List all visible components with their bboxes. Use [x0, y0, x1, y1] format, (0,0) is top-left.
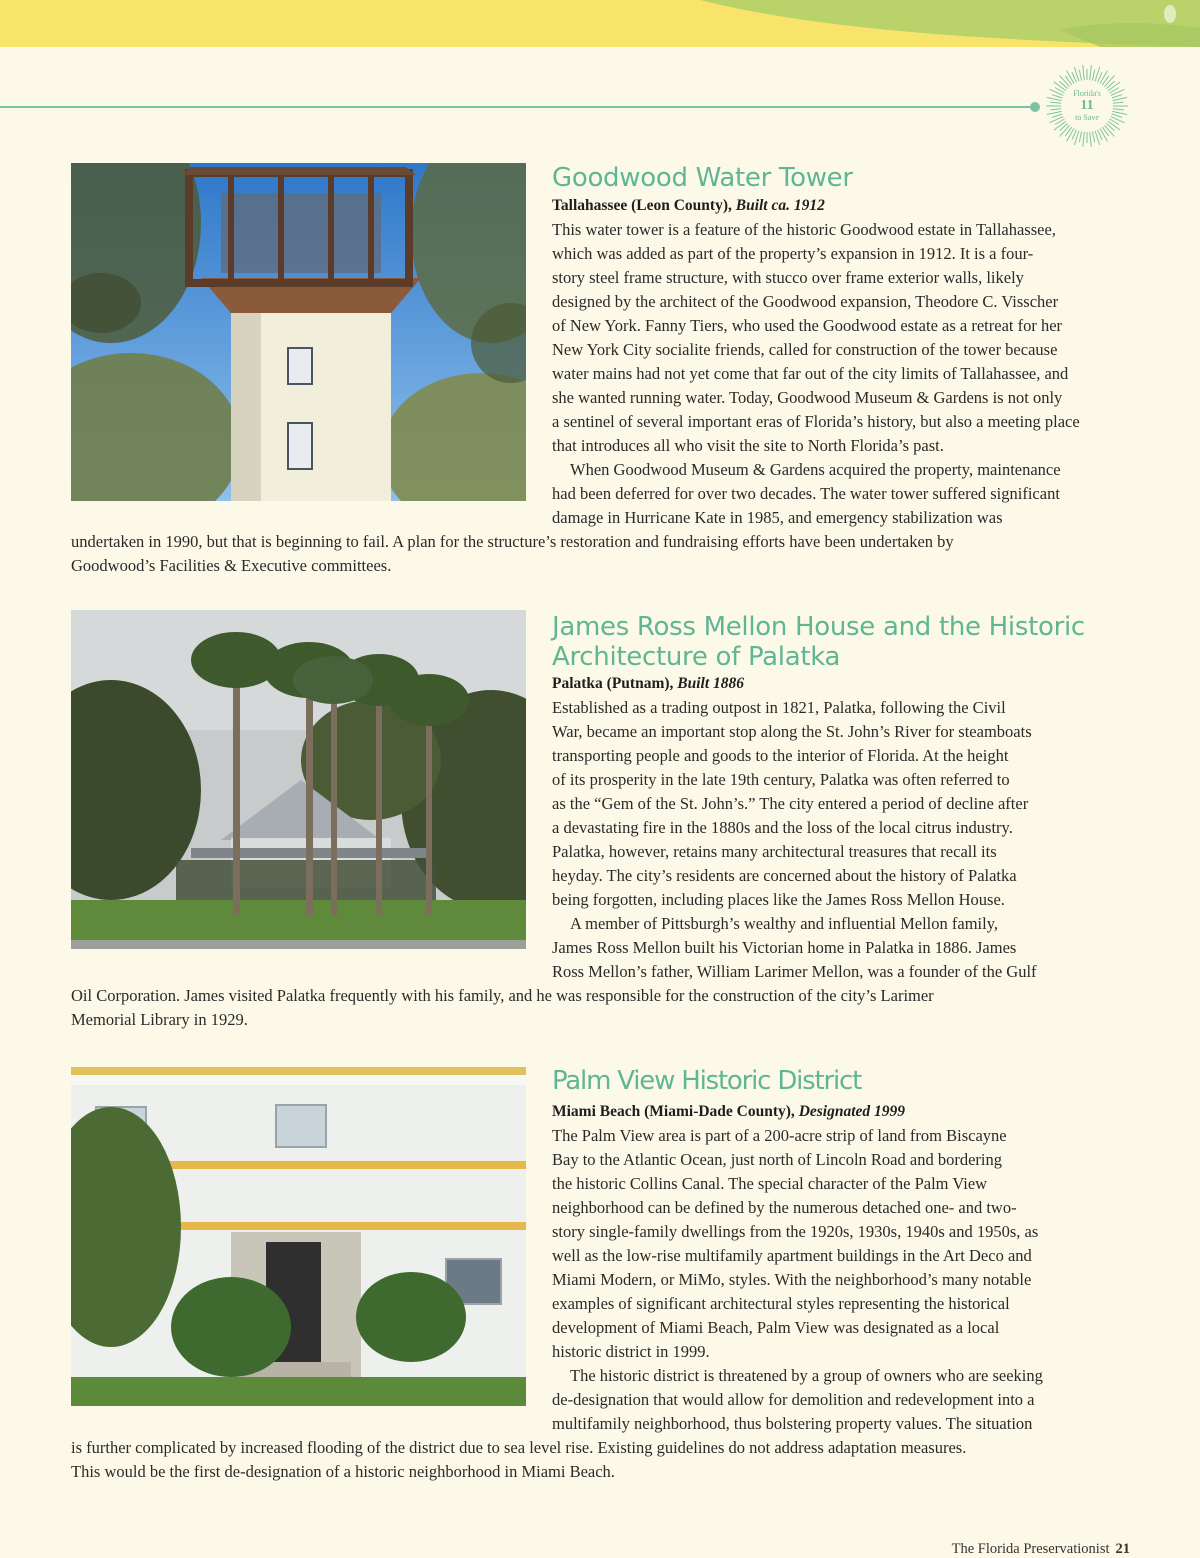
body-line: multifamily neighborhood, thus bolstering property values. The situation [552, 1414, 1033, 1433]
date-text: Built ca. 1912 [735, 197, 825, 214]
body-line: de-designation that would allow for demolition and redevelopment into a [552, 1390, 1035, 1409]
page-number: 21 [1115, 1541, 1130, 1557]
body-line: The Palm View area is part of a 200-acre strip of land from Biscayne [552, 1126, 1007, 1145]
body-line: Palatka, however, retains many architectural treasures that recall its [552, 842, 997, 861]
section-body-goodwood-wide [71, 530, 954, 578]
body-line: James Ross Mellon built his Victorian home in Palatka in 1886. James [552, 938, 1017, 957]
body-line: which was added as part of the property’s expansion in 1912. It is a four- [552, 244, 1034, 263]
body-line: Established as a trading outpost in 1821, Palatka, following the Civil [552, 698, 1006, 717]
body-line: Oil Corporation. James visited Palatka frequently with his family, and he was responsible for the construction of the city’s Larimer [71, 986, 934, 1005]
section-body-palm-view [552, 1124, 1043, 1436]
top-rule [0, 106, 1035, 108]
body-line: designed by the architect of the Goodwood expansion, Theodore C. Visscher [552, 292, 1059, 311]
body-line: examples of significant architectural styles representing the historical [552, 1294, 1010, 1313]
body-line: historic district in 1999. [552, 1342, 710, 1361]
badge-top-text: Florida's [1073, 89, 1101, 98]
body-line: well as the low-rise multifamily apartment buildings in the Art Deco and [552, 1246, 1032, 1265]
body-line: transporting people and goods to the interior of Florida. At the height [552, 746, 1009, 765]
body-line: When Goodwood Museum & Gardens acquired the property, maintenance [570, 460, 1061, 479]
body-line: story steel frame structure, with stucco over frame exterior walls, likely [552, 268, 1024, 287]
body-line: neighborhood can be defined by the numerous detached one- and two- [552, 1198, 1017, 1217]
body-line: that introduces all who visit the site to North Florida’s past. [552, 436, 944, 455]
body-line: This would be the first de-designation of a historic neighborhood in Miami Beach. [71, 1462, 615, 1481]
body-line: a devastating fire in the 1880s and the loss of the local citrus industry. [552, 818, 1013, 837]
body-line: This water tower is a feature of the historic Goodwood estate in Tallahassee, [552, 220, 1056, 239]
body-line: she wanted running water. Today, Goodwood Museum & Gardens is not only [552, 388, 1063, 407]
body-line: of New York. Fanny Tiers, who used the Goodwood estate as a retreat for her [552, 316, 1063, 335]
top-rule-dot [1030, 102, 1040, 112]
body-line: is further complicated by increased flooding of the district due to sea level rise. Existing guidelines do not address adaptation measures. [71, 1438, 967, 1457]
body-line: the historic Collins Canal. The special character of the Palm View [552, 1174, 988, 1193]
location-text: Miami Beach (Miami-Dade County), [552, 1103, 799, 1120]
florida-11-badge [1045, 64, 1129, 148]
title-line-1: James Ross Mellon House and the Historic [552, 612, 1085, 642]
title-line-2: Architecture of Palatka [552, 642, 841, 672]
section-subhead-mellon [552, 673, 744, 695]
body-line: had been deferred for over two decades. The water tower suffered significant [552, 484, 1060, 503]
body-line: water mains had not yet come that far out of the city limits of Tallahassee, and [552, 364, 1069, 383]
publication-name: The Florida Preservationist [951, 1541, 1110, 1557]
body-line: damage in Hurricane Kate in 1985, and emergency stabilization was [552, 508, 1003, 527]
section-subhead-palm-view [552, 1101, 905, 1123]
goodwood-water-tower-photo [71, 163, 526, 501]
body-line: story single-family dwellings from the 1920s, 1930s, 1940s and 1950s, as [552, 1222, 1039, 1241]
location-text: Tallahassee (Leon County), [552, 197, 736, 214]
body-line: A member of Pittsburgh’s wealthy and influential Mellon family, [570, 914, 999, 933]
top-banner [0, 0, 1200, 47]
badge-bottom-text: to Save [1075, 113, 1099, 122]
body-line: of its prosperity in the late 19th century, Palatka was often referred to [552, 770, 1010, 789]
page-footer [952, 1541, 1130, 1558]
body-line: New York City socialite friends, called for construction of the tower because [552, 340, 1058, 359]
body-line: War, became an important stop along the St. John’s River for steamboats [552, 722, 1032, 741]
palm-view-historic-district-photo [71, 1067, 526, 1406]
body-line: undertaken in 1990, but that is beginning to fail. A plan for the structure’s restoration and fundraising efforts have been undertaken by [71, 532, 954, 551]
body-line: development of Miami Beach, Palm View was designated as a local [552, 1318, 1000, 1337]
body-line: heyday. The city’s residents are concerned about the history of Palatka [552, 866, 1017, 885]
date-text: Designated 1999 [798, 1103, 906, 1120]
body-line: a sentinel of several important eras of Florida’s history, but also a meeting place [552, 412, 1080, 431]
body-line: Goodwood’s Facilities & Executive committees. [71, 556, 392, 575]
section-subhead-goodwood [552, 195, 825, 217]
section-body-goodwood [552, 218, 1080, 530]
date-text: Built 1886 [677, 675, 745, 692]
badge-number: 11 [1080, 98, 1094, 113]
body-line: Miami Modern, or MiMo, styles. With the neighborhood’s many notable [552, 1270, 1032, 1289]
body-line: Bay to the Atlantic Ocean, just north of Lincoln Road and bordering [552, 1150, 1002, 1169]
body-line: The historic district is threatened by a group of owners who are seeking [570, 1366, 1043, 1385]
section-title-goodwood: Goodwood Water Tower [552, 163, 853, 193]
james-ross-mellon-house-photo [71, 610, 526, 949]
location-text: Palatka (Putnam), [552, 675, 678, 692]
body-line: Memorial Library in 1929. [71, 1010, 248, 1029]
section-body-mellon-wide [71, 984, 934, 1032]
body-line: Ross Mellon’s father, William Larimer Mellon, was a founder of the Gulf [552, 962, 1037, 981]
section-body-mellon [552, 696, 1037, 984]
section-title-mellon [552, 612, 1085, 672]
body-line: as the “Gem of the St. John’s.” The city entered a period of decline after [552, 794, 1029, 813]
section-body-palm-view-wide [71, 1436, 966, 1484]
section-title-palm-view: Palm View Historic District [552, 1066, 862, 1096]
body-line: being forgotten, including places like the James Ross Mellon House. [552, 890, 1005, 909]
